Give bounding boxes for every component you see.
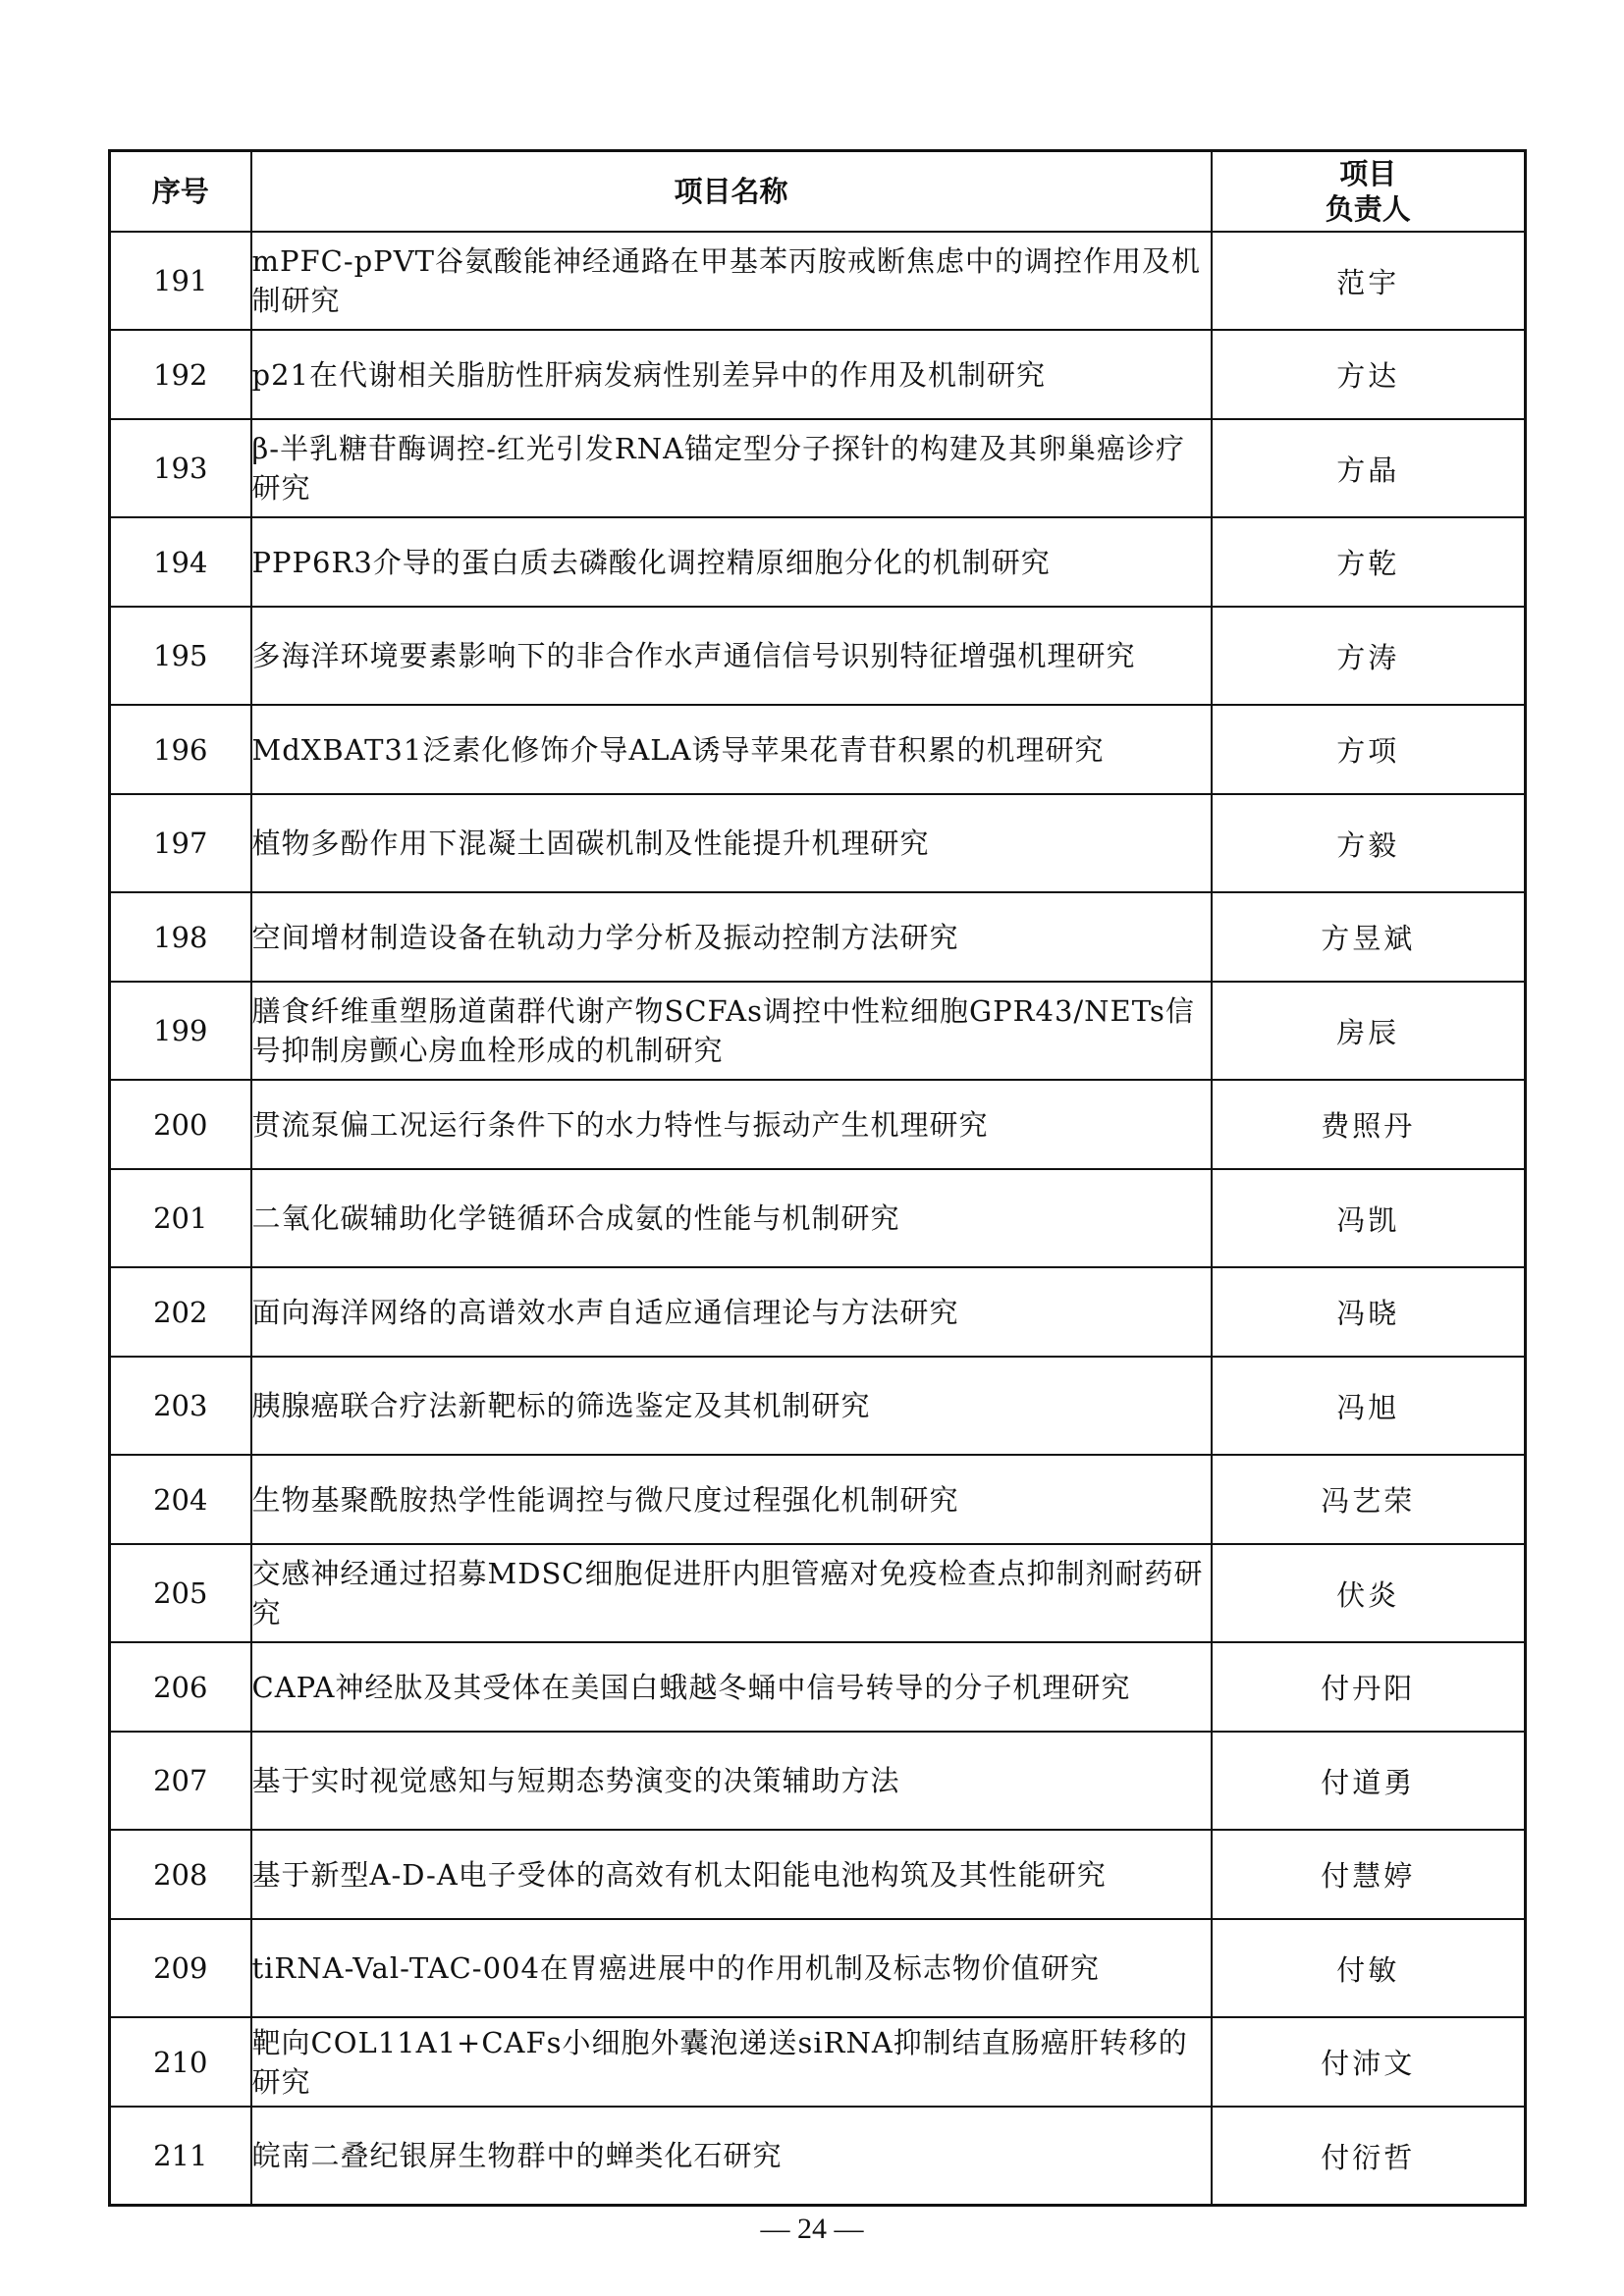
row-project-title: 空间增材制造设备在轨动力学分析及振动控制方法研究 [251,892,1212,982]
row-leader: 伏炎 [1212,1544,1526,1642]
header-leader-line1: 项目 [1339,157,1397,190]
row-seq: 201 [110,1169,251,1267]
row-project-title: 植物多酚作用下混凝土固碳机制及性能提升机理研究 [251,794,1212,892]
row-project-title: 胰腺癌联合疗法新靶标的筛选鉴定及其机制研究 [251,1357,1212,1455]
header-project-name: 项目名称 [251,151,1212,233]
row-project-title: β-半乳糖苷酶调控-红光引发RNA锚定型分子探针的构建及其卵巢癌诊疗研究 [251,419,1212,517]
row-project-title: 贯流泵偏工况运行条件下的水力特性与振动产生机理研究 [251,1080,1212,1169]
row-seq: 198 [110,892,251,982]
row-project-title: 多海洋环境要素影响下的非合作水声通信信号识别特征增强机理研究 [251,607,1212,705]
row-leader: 付丹阳 [1212,1642,1526,1732]
table-row [110,1919,1526,2017]
row-leader: 冯艺荣 [1212,1455,1526,1544]
row-leader: 冯旭 [1212,1357,1526,1455]
table-row [110,1830,1526,1919]
row-leader: 付慧婷 [1212,1830,1526,1919]
row-leader: 范宇 [1212,232,1526,330]
row-project-title: 基于实时视觉感知与短期态势演变的决策辅助方法 [251,1732,1212,1830]
table-row [110,607,1526,705]
row-project-title: 靶向COL11A1+CAFs小细胞外囊泡递送siRNA抑制结直肠癌肝转移的研究 [251,2017,1212,2107]
row-seq: 206 [110,1642,251,1732]
row-seq: 207 [110,1732,251,1830]
table-row [110,892,1526,982]
row-seq: 211 [110,2107,251,2206]
table-row [110,1169,1526,1267]
row-project-title: 面向海洋网络的高谱效水声自适应通信理论与方法研究 [251,1267,1212,1357]
row-seq: 195 [110,607,251,705]
row-project-title: 交感神经通过招募MDSC细胞促进肝内胆管癌对免疫检查点抑制剂耐药研究 [251,1544,1212,1642]
row-project-title: 膳食纤维重塑肠道菌群代谢产物SCFAs调控中性粒细胞GPR43/NETs信号抑制房颤心房血栓形成的机制研究 [251,982,1212,1080]
row-seq: 199 [110,982,251,1080]
row-project-title: PPP6R3介导的蛋白质去磷酸化调控精原细胞分化的机制研究 [251,517,1212,607]
row-seq: 204 [110,1455,251,1544]
row-leader: 付道勇 [1212,1732,1526,1830]
table-row [110,1357,1526,1455]
table-row [110,232,1526,330]
row-seq: 209 [110,1919,251,2017]
table-row [110,419,1526,517]
row-project-title: MdXBAT31泛素化修饰介导ALA诱导苹果花青苷积累的机理研究 [251,705,1212,794]
table-row [110,1267,1526,1357]
header-seq: 序号 [110,151,251,233]
row-seq: 191 [110,232,251,330]
row-project-title: 基于新型A-D-A电子受体的高效有机太阳能电池构筑及其性能研究 [251,1830,1212,1919]
row-seq: 196 [110,705,251,794]
row-project-title: 生物基聚酰胺热学性能调控与微尺度过程强化机制研究 [251,1455,1212,1544]
project-table [108,149,1527,2207]
table-row [110,794,1526,892]
row-leader: 冯凯 [1212,1169,1526,1267]
table-row [110,330,1526,419]
table-row [110,1544,1526,1642]
row-leader: 方昱斌 [1212,892,1526,982]
table-row [110,2107,1526,2206]
row-seq: 203 [110,1357,251,1455]
table-row [110,705,1526,794]
row-leader: 方涛 [1212,607,1526,705]
table-row [110,982,1526,1080]
page-number: — 24 — [760,2213,864,2245]
row-leader: 方毅 [1212,794,1526,892]
row-seq: 192 [110,330,251,419]
row-seq: 197 [110,794,251,892]
row-leader: 费照丹 [1212,1080,1526,1169]
row-project-title: p21在代谢相关脂肪性肝病发病性别差异中的作用及机制研究 [251,330,1212,419]
header-leader-line2: 负责人 [1325,192,1411,226]
row-leader: 冯晓 [1212,1267,1526,1357]
row-leader: 付衍哲 [1212,2107,1526,2206]
table-row [110,2017,1526,2107]
table-row [110,1080,1526,1169]
row-project-title: mPFC-pPVT谷氨酸能神经通路在甲基苯丙胺戒断焦虑中的调控作用及机制研究 [251,232,1212,330]
header-leader [1212,151,1526,233]
row-seq: 210 [110,2017,251,2107]
table-row [110,1455,1526,1544]
row-leader: 方达 [1212,330,1526,419]
table-row [110,517,1526,607]
row-project-title: tiRNA-Val-TAC-004在胃癌进展中的作用机制及标志物价值研究 [251,1919,1212,2017]
row-project-title: 皖南二叠纪银屏生物群中的蝉类化石研究 [251,2107,1212,2206]
table-row [110,1642,1526,1732]
row-project-title: 二氧化碳辅助化学链循环合成氨的性能与机制研究 [251,1169,1212,1267]
row-seq: 202 [110,1267,251,1357]
row-project-title: CAPA神经肽及其受体在美国白蛾越冬蛹中信号转导的分子机理研究 [251,1642,1212,1732]
row-leader: 方项 [1212,705,1526,794]
row-seq: 200 [110,1080,251,1169]
table-row [110,1732,1526,1830]
row-leader: 方乾 [1212,517,1526,607]
row-leader: 房辰 [1212,982,1526,1080]
row-leader: 方晶 [1212,419,1526,517]
row-seq: 193 [110,419,251,517]
table-header-row [110,151,1526,233]
row-leader: 付敏 [1212,1919,1526,2017]
row-seq: 194 [110,517,251,607]
row-seq: 208 [110,1830,251,1919]
row-seq: 205 [110,1544,251,1642]
row-leader: 付沛文 [1212,2017,1526,2107]
